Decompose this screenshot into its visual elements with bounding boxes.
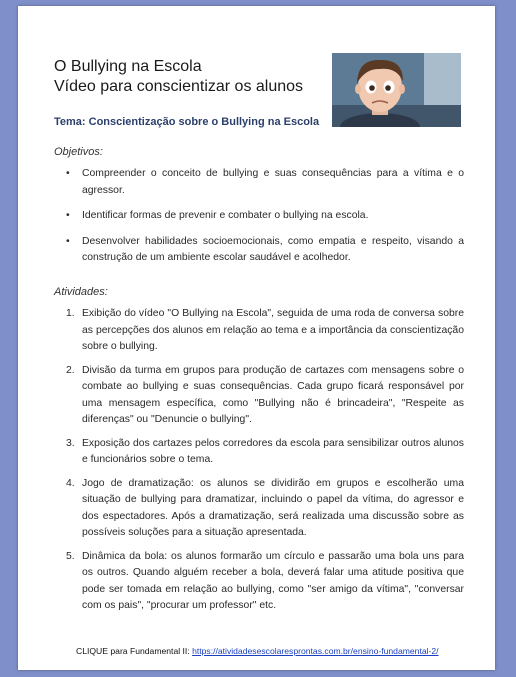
activity-item <box>54 549 464 615</box>
activity-item <box>54 476 464 542</box>
activity-number: 1. <box>66 308 75 319</box>
page-title <box>54 57 303 97</box>
activity-text: Exibição do vídeo "O Bullying na Escola", seguida de uma roda de conversa sobre as percepções dos alunos em relação ao tema e a importância da conscientização sobre o bullying. <box>82 308 464 352</box>
cartoon-boy-illustration <box>332 53 461 127</box>
document-page <box>18 6 495 670</box>
footer <box>76 646 439 656</box>
video-thumbnail-image <box>332 53 461 127</box>
footer-link[interactable]: https://atividadesescolaresprontas.com.br/ensino-fundamental-2/ <box>192 646 439 656</box>
activity-item <box>54 306 464 356</box>
activity-text: Divisão da turma em grupos para produção de cartazes com mensagens sobre o combate ao bullying e suas consequências. Cada grupo ficará responsável por uma mensagem específica, como "Bullying não é brincadeira", "Respeite as diferenças" ou "Denuncie o bullying". <box>82 364 464 425</box>
theme-heading: Tema: Conscientização sobre o Bullying na Escola <box>54 116 320 128</box>
objectives-list <box>54 166 464 276</box>
activity-text: Jogo de dramatização: os alunos se dividirão em grupos e escolherão uma situação de bullying para dramatizar, incluindo o papel da vítima, do agressor e dos espectadores. Após a dramatização, será realizada uma discussão sobre as possíveis soluções para a situação apresentada. <box>82 477 464 538</box>
activity-item <box>54 363 464 429</box>
objective-item: • Desenvolver habilidades socioemocionais, como empatia e respeito, visando a construção de um ambiente escolar saudável e acolhedor. <box>54 234 464 267</box>
objectives-label: Objetivos: <box>54 146 103 158</box>
activity-item <box>54 436 464 469</box>
activity-number: 2. <box>66 364 75 376</box>
objective-item: • Identificar formas de prevenir e combater o bullying na escola. <box>54 208 464 225</box>
activity-number: 4. <box>66 477 75 489</box>
title-line-1: O Bullying na Escola <box>54 58 202 75</box>
objective-item: • Compreender o conceito de bullying e suas consequências para a vítima e o agressor. <box>54 166 464 199</box>
activity-text: Dinâmica da bola: os alunos formarão um círculo e passarão uma bola uns para os outros. Quando alguém receber a bola, deverá falar uma atitude positiva que pode ser tomada em relação ao bullying, como "ser amigo da vítima", "conversar com os pais", "procurar um professor" etc. <box>82 550 464 611</box>
activities-list <box>54 306 464 622</box>
activity-text: Exposição dos cartazes pelos corredores da escola para sensibilizar outros alunos e funcionários sobre o tema. <box>82 437 464 465</box>
title-line-2: Vídeo para conscientizar os alunos <box>54 78 304 95</box>
activity-number: 5. <box>66 550 75 562</box>
footer-prefix: CLIQUE para Fundamental II: <box>76 646 190 656</box>
activity-number: 3. <box>66 437 75 449</box>
activities-label: Atividades: <box>54 286 108 298</box>
